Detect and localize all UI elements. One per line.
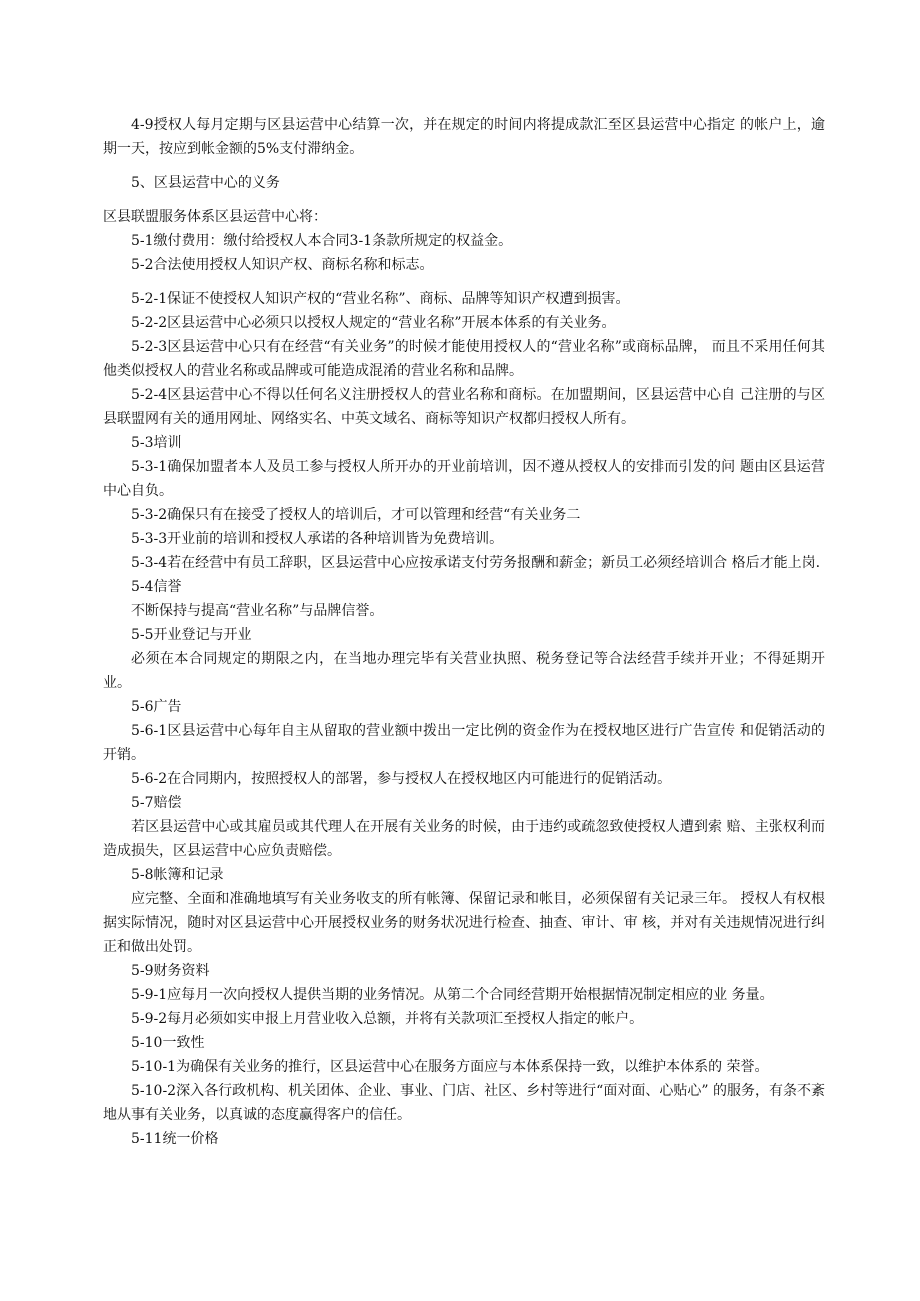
heading-5-9: 5-9财务资料: [131, 963, 210, 979]
paragraph-5-9-1: 5-9-1应每月一次向授权人提供当期的业务情况。从第二个合同经营期开始根据情况制定相应的业 务量。: [131, 987, 774, 1003]
paragraph-5-2: 5-2合法使用授权人知识产权、商标名称和标志。: [131, 257, 434, 273]
paragraph-5-8: 应完整、全面和准确地填写有关业务收支的所有帐簿、保留记录和帐目，必须保留有关记录三年。 授权人有权根据实际情况，随时对区县运营中心开展授权业务的财务状况进行检查、抽查、审计、审 核，并对有关违规情况进行纠正和做出处罚。: [103, 891, 825, 955]
heading-5-4: 5-4信誉: [131, 579, 182, 595]
paragraph-5-3-4: 5-3-4若在经营中有员工辞职，区县运营中心应按承诺支付劳务报酬和薪金；新员工必须经培训合 格后才能上岗.: [131, 555, 821, 571]
paragraph-5-3-1: 5-3-1确保加盟者本人及员工参与授权人所开办的开业前培训，因不遵从授权人的安排而引发的问 题由区县运营中心自负。: [103, 459, 825, 499]
paragraph-5-2-4: 5-2-4区县运营中心不得以任何名义注册授权人的营业名称和商标。在加盟期间，区县运营中心自 己注册的与区县联盟网有关的通用网址、网络实名、中英文域名、商标等知识产权都归授权人所有。: [103, 387, 825, 427]
paragraph-5-6-2: 5-6-2在合同期内，按照授权人的部署，参与授权人在授权地区内可能进行的促销活动。: [131, 771, 672, 787]
section-heading-5: 5、区县运营中心的义务: [131, 175, 280, 191]
heading-5-5: 5-5开业登记与开业: [131, 627, 252, 643]
document-page: [103, 113, 825, 1151]
paragraph-5-9-2: 5-9-2每月必须如实申报上月营业收入总额，并将有关款项汇至授权人指定的帐户。: [131, 1011, 644, 1027]
heading-5-3: 5-3培训: [131, 435, 182, 451]
paragraph-5-2-3: 5-2-3区县运营中心只有在经营“有关业务”的时候才能使用授权人的“营业名称”或商标品牌， 而且不采用任何其他类似授权人的营业名称或品牌或可能造成混淆的营业名称和品牌。: [103, 339, 825, 379]
heading-5-6: 5-6广告: [131, 699, 182, 715]
paragraph-5-3-2: 5-3-2确保只有在接受了授权人的培训后，才可以管理和经营“有关业务二: [131, 507, 581, 523]
paragraph-5-10-1: 5-10-1为确保有关业务的推行，区县运营中心在服务方面应与本体系保持一致，以维护本体系的 荣誉。: [131, 1059, 769, 1075]
paragraph-5-1: 5-1缴付费用：缴付给授权人本合同3-1条款所规定的权益金。: [131, 233, 513, 249]
paragraph-5-6-1: 5-6-1区县运营中心每年自主从留取的营业额中拨出一定比例的资金作为在授权地区进行广告宣传 和促销活动的开销。: [103, 723, 825, 763]
paragraph-4-9: 4-9授权人每月定期与区县运营中心结算一次，并在规定的时间内将提成款汇至区县运营中心指定 的帐户上，逾期一天，按应到帐金额的5%支付滞纳金。: [103, 117, 825, 157]
paragraph-intro: 区县联盟服务体系区县运营中心将：: [103, 209, 327, 225]
paragraph-5-5: 必须在本合同规定的期限之内，在当地办理完毕有关营业执照、税务登记等合法经营手续并开业；不得延期开业。: [103, 651, 825, 691]
heading-5-11: 5-11统一价格: [131, 1131, 219, 1147]
heading-5-10: 5-10一致性: [131, 1035, 205, 1051]
paragraph-5-3-3: 5-3-3开业前的培训和授权人承诺的各种培训皆为免费培训。: [131, 531, 504, 547]
paragraph-5-10-2: 5-10-2深入各行政机构、机关团体、企业、事业、门店、社区、乡村等进行“面对面、心贴心” 的服务，有条不紊地从事有关业务，以真诚的态度赢得客户的信任。: [103, 1083, 825, 1123]
paragraph-5-2-2: 5-2-2区县运营中心必须只以授权人规定的“营业名称”开展本体系的有关业务。: [131, 315, 616, 331]
heading-5-8: 5-8帐簿和记录: [131, 867, 224, 883]
paragraph-5-4: 不断保持与提高“营业名称”与品牌信誉。: [131, 603, 384, 619]
paragraph-5-7: 若区县运营中心或其雇员或其代理人在开展有关业务的时候，由于违约或疏忽致使授权人遭到索 赔、主张权利而造成损失，区县运营中心应负责赔偿。: [103, 819, 825, 859]
paragraph-5-2-1: 5-2-1保证不使授权人知识产权的“营业名称”、商标、品牌等知识产权遭到损害。: [131, 291, 630, 307]
heading-5-7: 5-7赔偿: [131, 795, 182, 811]
